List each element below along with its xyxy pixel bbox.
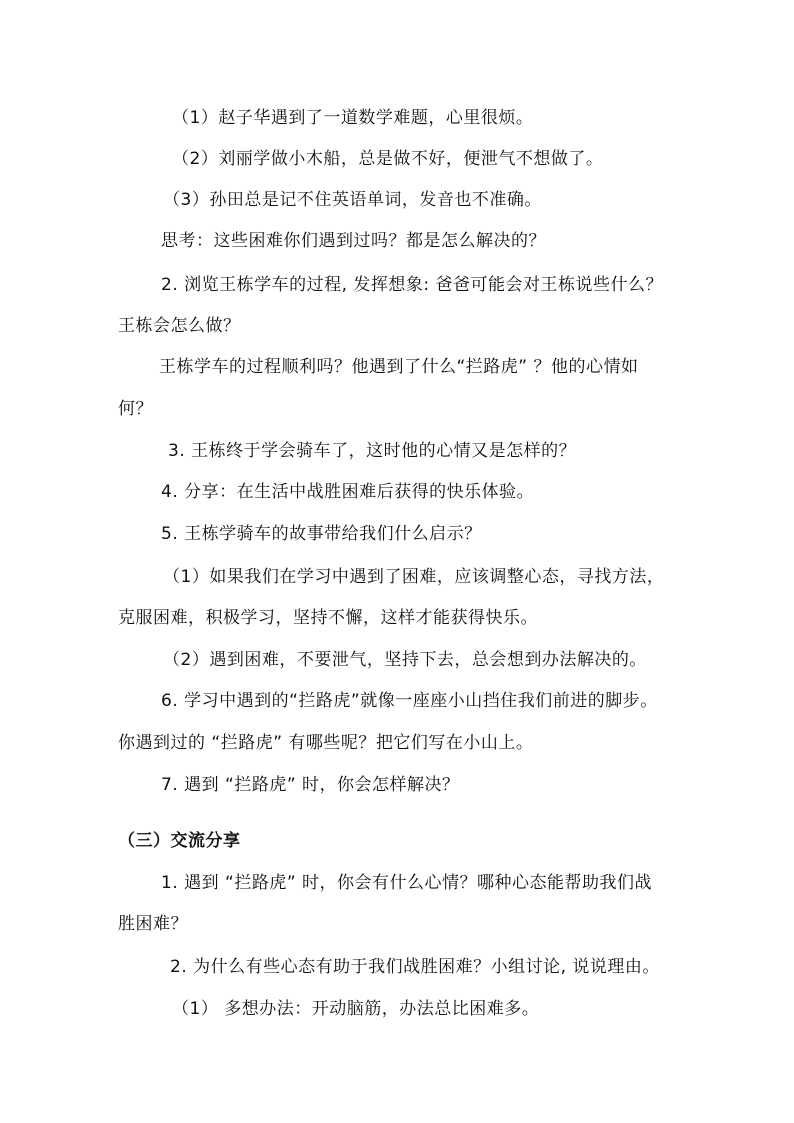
text-line-12: （1）如果我们在学习中遇到了困难，应该调整心态，寻找方法， [163, 567, 665, 587]
text-line-22: （1） 多想办法：开动脑筋，办法总比困难多。 [172, 999, 540, 1019]
text-line-20: 胜困难？ [118, 914, 188, 934]
text-line-15: 6. 学习中遇到的“拦路虎”就像一座座小山挡住我们前进的脚步。 [161, 691, 658, 711]
text-line-6: 王栋会怎么做？ [118, 316, 241, 336]
text-line-14: （2）遇到困难，不要泄气，坚持下去，总会想到办法解决的。 [163, 650, 647, 670]
text-line-19: 1. 遇到 “拦路虎” 时，你会有什么心情？哪种心态能帮助我们战 [161, 873, 653, 893]
text-line-13: 克服困难，积极学习，坚持不懈，这样才能获得快乐。 [118, 608, 538, 628]
text-line-21: 2. 为什么有些心态有助于我们战胜困难？小组讨论, 说说理由。 [170, 957, 660, 977]
text-line-8: 何？ [118, 399, 153, 419]
text-line-16: 你遇到过的 “拦路虎” 有哪些呢？把它们写在小山上。 [118, 733, 534, 753]
text-line-9: 3. 王栋终于学会骑车了，这时他的心情又是怎样的？ [168, 441, 577, 461]
text-line-5: 2. 浏览王栋学车的过程, 发挥想象: 爸爸可能会对王栋说些什么？ [161, 275, 664, 295]
text-line-17: 7. 遇到 “拦路虎” 时，你会怎样解决？ [161, 775, 460, 795]
section-heading: （三）交流分享 [118, 831, 241, 851]
text-line-10: 4. 分享：在生活中战胜困难后获得的快乐体验。 [161, 482, 535, 502]
text-line-11: 5. 王栋学骑车的故事带给我们什么启示？ [161, 524, 482, 544]
text-line-7: 王栋学车的过程顺利吗？他遇到了什么“拦路虎” ？他的心情如 [159, 357, 639, 377]
text-line-1: （1）赵子华遇到了一道数学难题，心里很烦。 [172, 108, 534, 128]
text-line-4: 思考：这些困难你们遇到过吗？都是怎么解决的？ [161, 231, 546, 251]
text-line-2: （2）刘丽学做小木船，总是做不好，便泄气不想做了。 [172, 149, 604, 169]
text-line-3: （3）孙田总是记不住英语单词，发音也不准确。 [163, 190, 542, 210]
